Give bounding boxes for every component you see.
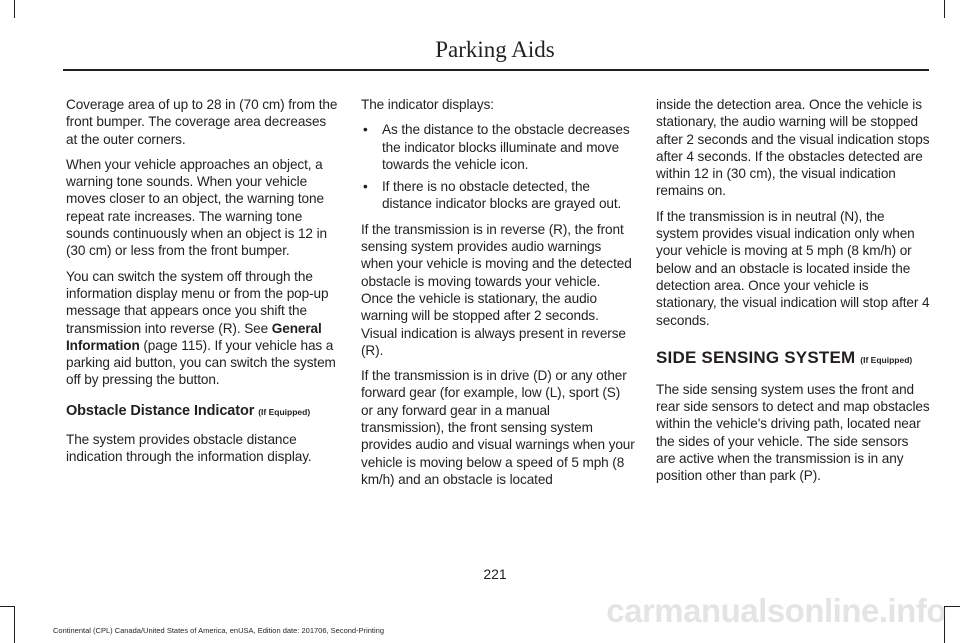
footer-edition-info: Continental (CPL) Canada/United States of America, enUSA, Edition date: 201706, Second-Printing	[53, 626, 385, 635]
paragraph: inside the detection area. Once the vehicle is stationary, the audio warning will be stopped after 2 seconds and the visual indication stops after 4 seconds. If the obstacles detected are within 12 in (30 cm), the visual indication remains on.	[656, 97, 930, 199]
crop-mark-bottom-left-v	[14, 606, 15, 643]
bullet-icon: •	[363, 122, 368, 138]
paragraph	[66, 268, 340, 389]
list-item-text: As the distance to the obstacle decreases the indicator blocks illuminate and move towards the vehicle icon.	[382, 122, 630, 172]
paragraph: Coverage area of up to 28 in (70 cm) from the front bumper. The coverage area decreases at the outer corners.	[66, 97, 338, 147]
paragraph: If the transmission is in neutral (N), the system provides visual indication only when your vehicle is moving at 5 mph (8 km/h) or below and an obstacle is located inside the detection area. Once your vehicle is stationary, the visual indication will stop after 4 seconds.	[656, 208, 930, 328]
column-3	[656, 96, 930, 493]
list-item-text: If there is no obstacle detected, the distance indicator blocks are grayed out.	[382, 179, 622, 212]
header-rule	[63, 69, 929, 71]
paragraph: The system provides obstacle distance indication through the information display.	[66, 431, 312, 465]
crop-mark-bottom-right-h	[944, 606, 960, 607]
column-1	[66, 96, 340, 473]
paragraph: If the transmission is in drive (D) or any other forward gear (for example, low (L), sport (S) or any forward gear in a manual transmission), the front sensing system provides audio and visual warnings when your vehicle is moving below a speed of 5 mph (8 km/h) and an obstacle is located	[361, 368, 635, 487]
paragraph: The side sensing system uses the front and rear side sensors to detect and map obstacles within the vehicle's driving path, located near the sides of your vehicle. The side sensors are active when the transmission is in any position other than park (P).	[656, 381, 930, 484]
heading-text: Obstacle Distance Indicator	[66, 402, 255, 419]
if-equipped-tag: (If Equipped)	[258, 406, 311, 417]
crop-mark-bottom-left-h	[0, 606, 15, 607]
text: You can switch the system off through the information display menu or from the pop-up message that appears once you shift the transmission into reverse (R). See	[66, 268, 329, 336]
paragraph: If the transmission is in reverse (R), the front sensing system provides audio warnings when your vehicle is moving and the detected obstacle is moving towards your vehicle. Once the vehicle is stationary, the audio warning will be stopped after 2 seconds. Visual indication is always present in reverse (R).	[361, 221, 632, 358]
section-heading	[656, 347, 930, 371]
page-number: 221	[483, 566, 507, 582]
watermark-logo: carmanualsonline.info	[606, 592, 946, 629]
heading-text: SIDE SENSING SYSTEM	[656, 347, 856, 367]
text: (page 115). If your vehicle has a parking aid button, you can switch the system off by pressing the button.	[66, 337, 336, 388]
page-title: Parking Aids	[435, 37, 555, 62]
bullet-list	[361, 121, 635, 212]
if-equipped-tag: (If Equipped)	[860, 354, 913, 365]
crop-mark-top-right	[944, 0, 945, 18]
paragraph: When your vehicle approaches an object, a warning tone sounds. When your vehicle moves closer to an object, the warning tone repeat rate increases. The warning tone sounds continuously when an object is 12 in (30 cm) or less from the front bumper.	[66, 156, 327, 259]
section-heading	[66, 402, 340, 421]
column-2	[361, 96, 635, 496]
crop-mark-top-left	[14, 0, 15, 18]
paragraph: The indicator displays:	[361, 97, 494, 112]
list-item	[361, 121, 635, 173]
list-item	[361, 178, 635, 213]
cross-reference-link[interactable]: General Information	[66, 320, 322, 353]
bullet-icon: •	[363, 179, 368, 195]
